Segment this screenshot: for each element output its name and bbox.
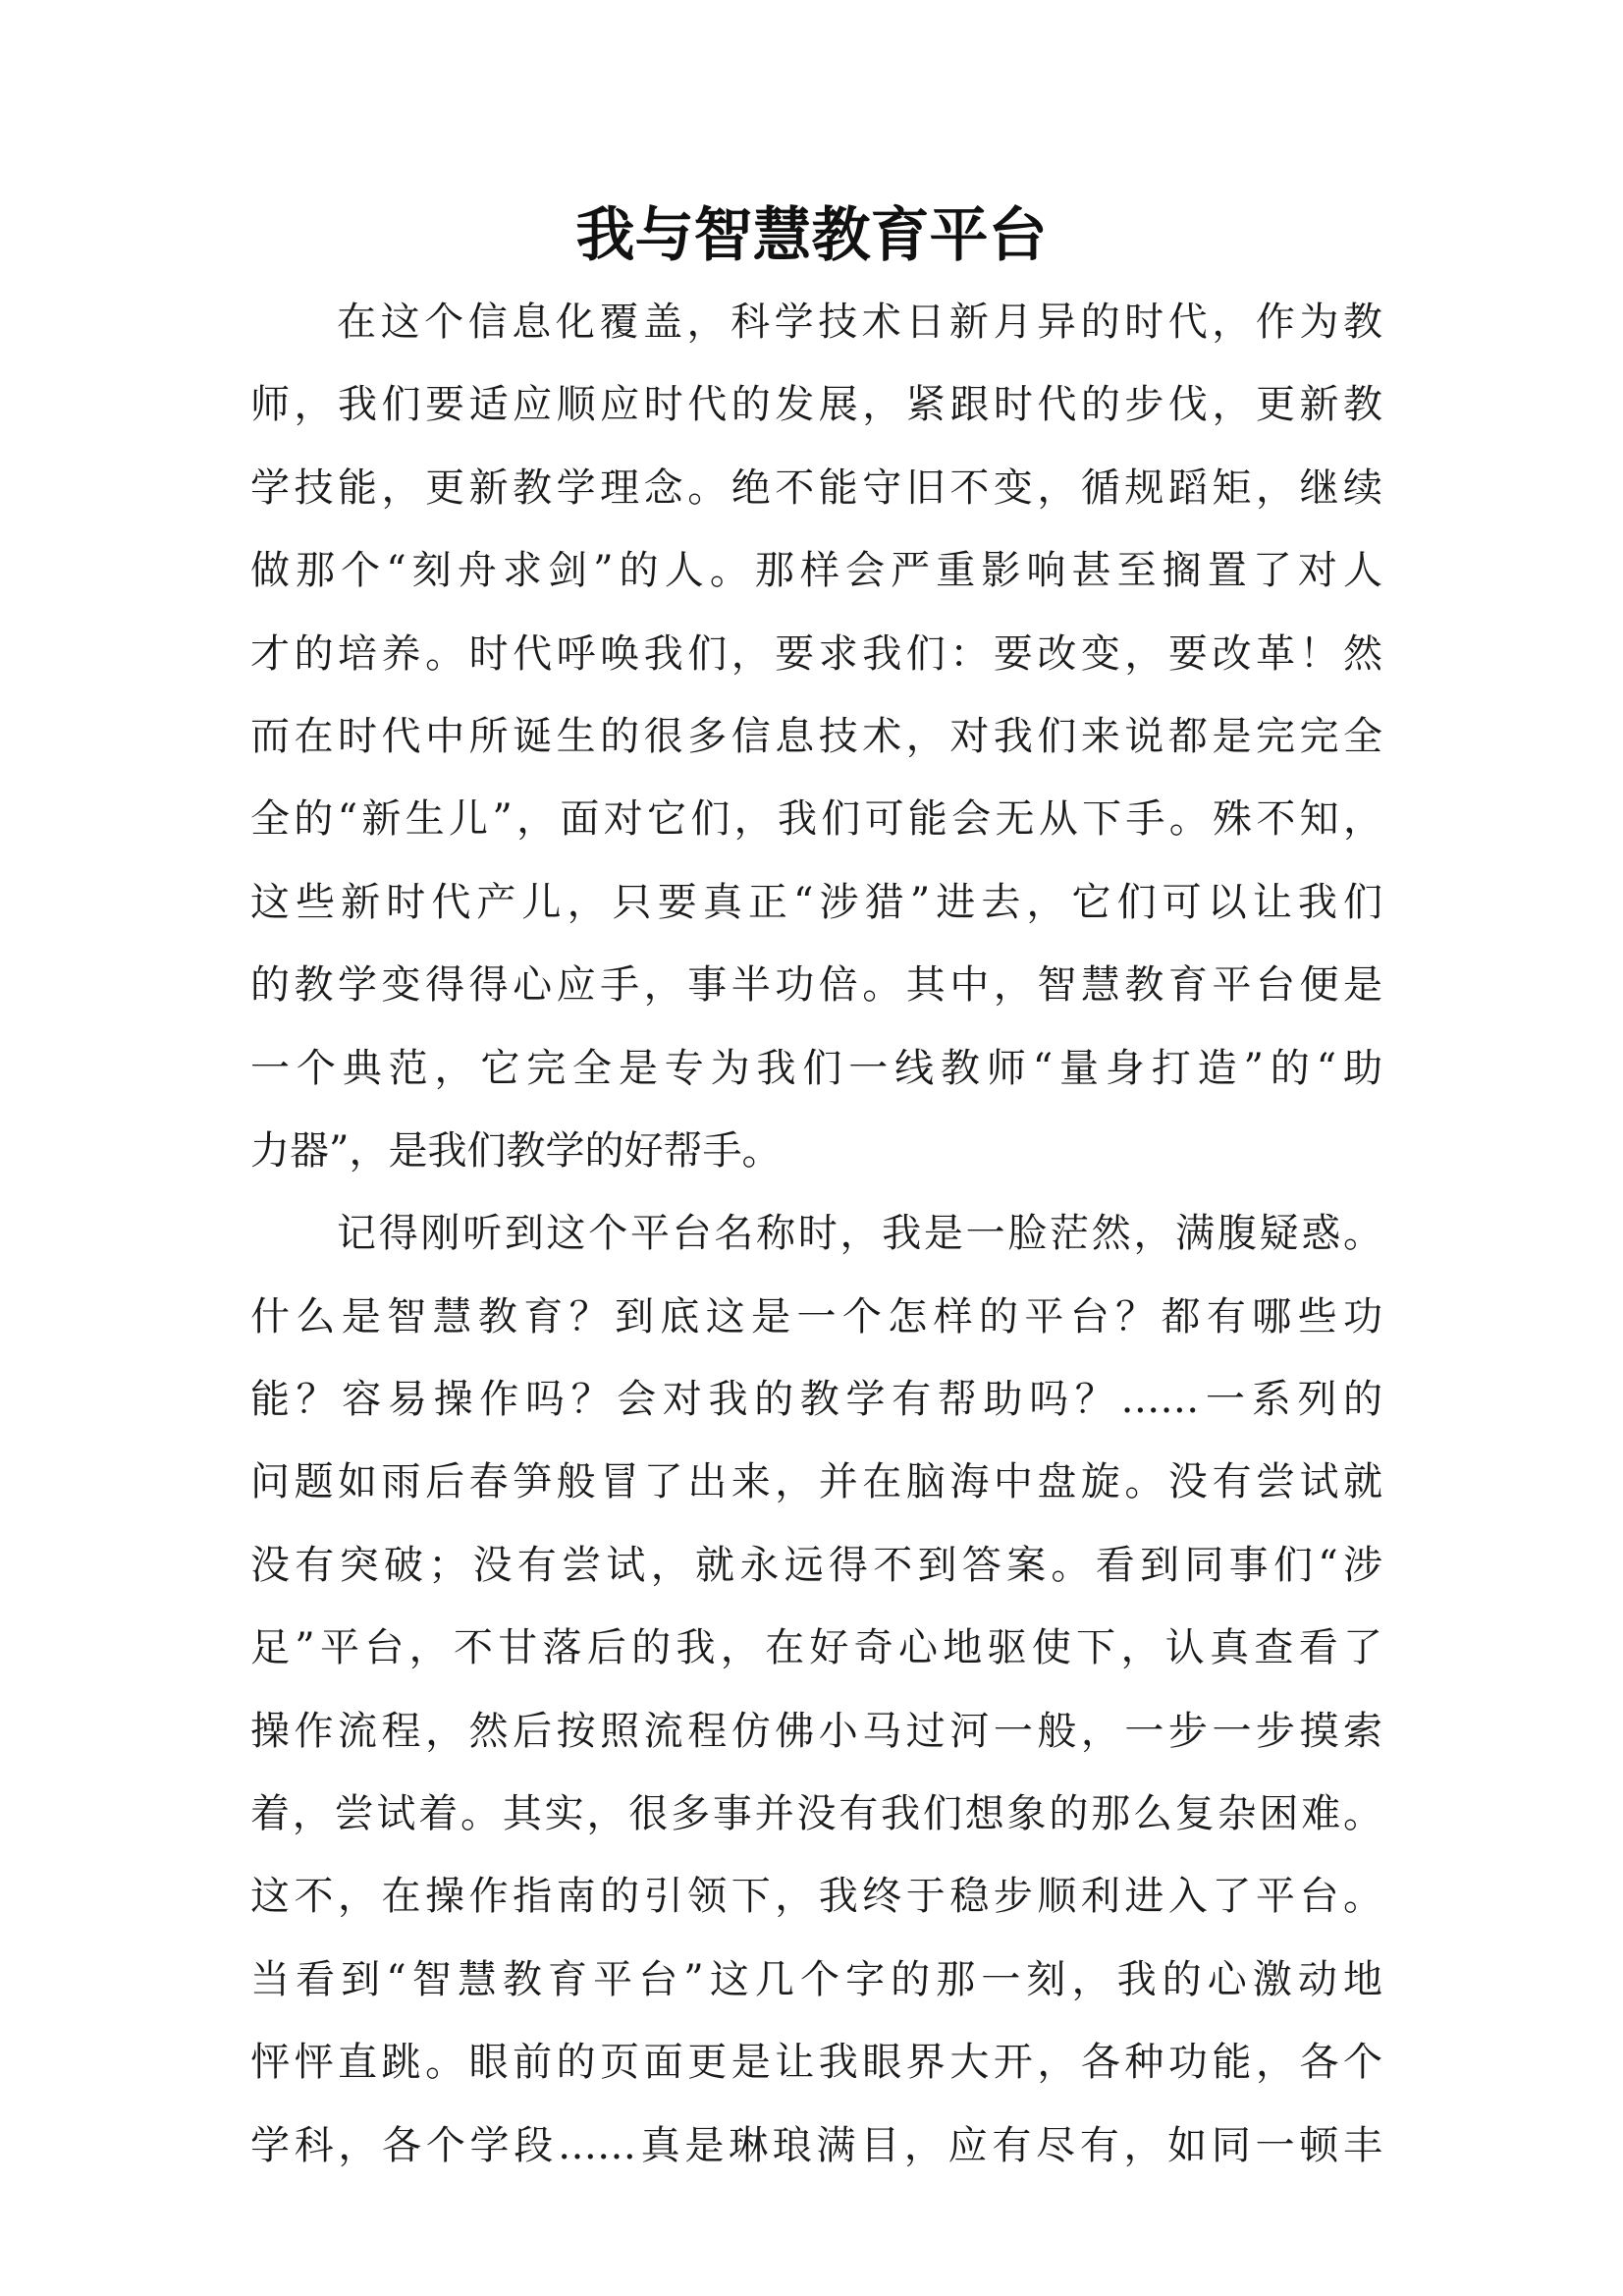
text-line: 当看到“智慧教育平台”这几个字的那一刻，我的心激动地 xyxy=(250,1956,1382,2002)
text-line: 全的“新生儿”，面对它们，我们可能会无从下手。殊不知， xyxy=(250,796,1382,843)
text-line: 一个典范，它完全是专为我们一线教师“量身打造”的“助 xyxy=(250,1045,1382,1091)
text-line: 这不，在操作指南的引领下，我终于稳步顺利进入了平台。 xyxy=(250,1874,1382,1920)
text-line: 才的培养。时代呼唤我们，要求我们：要改变，要改革！然 xyxy=(250,630,1382,677)
text-line: 没有突破；没有尝试，就永远得不到答案。看到同事们“涉 xyxy=(250,1542,1382,1588)
text-line: 什么是智慧教育？到底这是一个怎样的平台？都有哪些功 xyxy=(250,1293,1382,1339)
text-line: 学科，各个学段……真是琳琅满目，应有尽有，如同一顿丰 xyxy=(250,2122,1382,2168)
document-title: 我与智慧教育平台 xyxy=(575,201,1048,270)
text-line: 怦怦直跳。眼前的页面更是让我眼界大开，各种功能，各个 xyxy=(250,2040,1382,2086)
text-line: 问题如雨后春笋般冒了出来，并在脑海中盘旋。没有尝试就 xyxy=(250,1459,1382,1505)
text-line: 能？容易操作吗？会对我的教学有帮助吗？……一系列的 xyxy=(250,1377,1382,1423)
text-line: 记得刚听到这个平台名称时，我是一脸茫然，满腹疑惑。 xyxy=(337,1211,1382,1257)
text-line: 这些新时代产儿，只要真正“涉猎”进去，它们可以让我们 xyxy=(250,879,1382,925)
text-line: 而在时代中所诞生的很多信息技术，对我们来说都是完完全 xyxy=(250,713,1382,759)
text-line: 做那个“刻舟求剑”的人。那样会严重影响甚至搁置了对人 xyxy=(250,548,1382,594)
text-line: 师，我们要适应顺应时代的发展，紧跟时代的步伐，更新教 xyxy=(250,382,1382,428)
text-line: 的教学变得得心应手，事半功倍。其中，智慧教育平台便是 xyxy=(250,962,1382,1009)
text-line: 力器”，是我们教学的好帮手。 xyxy=(250,1127,782,1174)
text-line: 在这个信息化覆盖，科学技术日新月异的时代，作为教 xyxy=(337,300,1382,345)
text-line: 学技能，更新教学理念。绝不能守旧不变，循规蹈矩，继续 xyxy=(250,465,1382,511)
document-body xyxy=(250,281,1382,2187)
text-line: 足”平台，不甘落后的我，在好奇心地驱使下，认真查看了 xyxy=(250,1625,1382,1671)
paragraph-1 xyxy=(250,281,1382,1192)
text-line: 操作流程，然后按照流程仿佛小马过河一般，一步一步摸索 xyxy=(250,1708,1382,1754)
text-line: 着，尝试着。其实，很多事并没有我们想象的那么复杂困难。 xyxy=(250,1791,1382,1837)
paragraph-2 xyxy=(250,1192,1382,2187)
